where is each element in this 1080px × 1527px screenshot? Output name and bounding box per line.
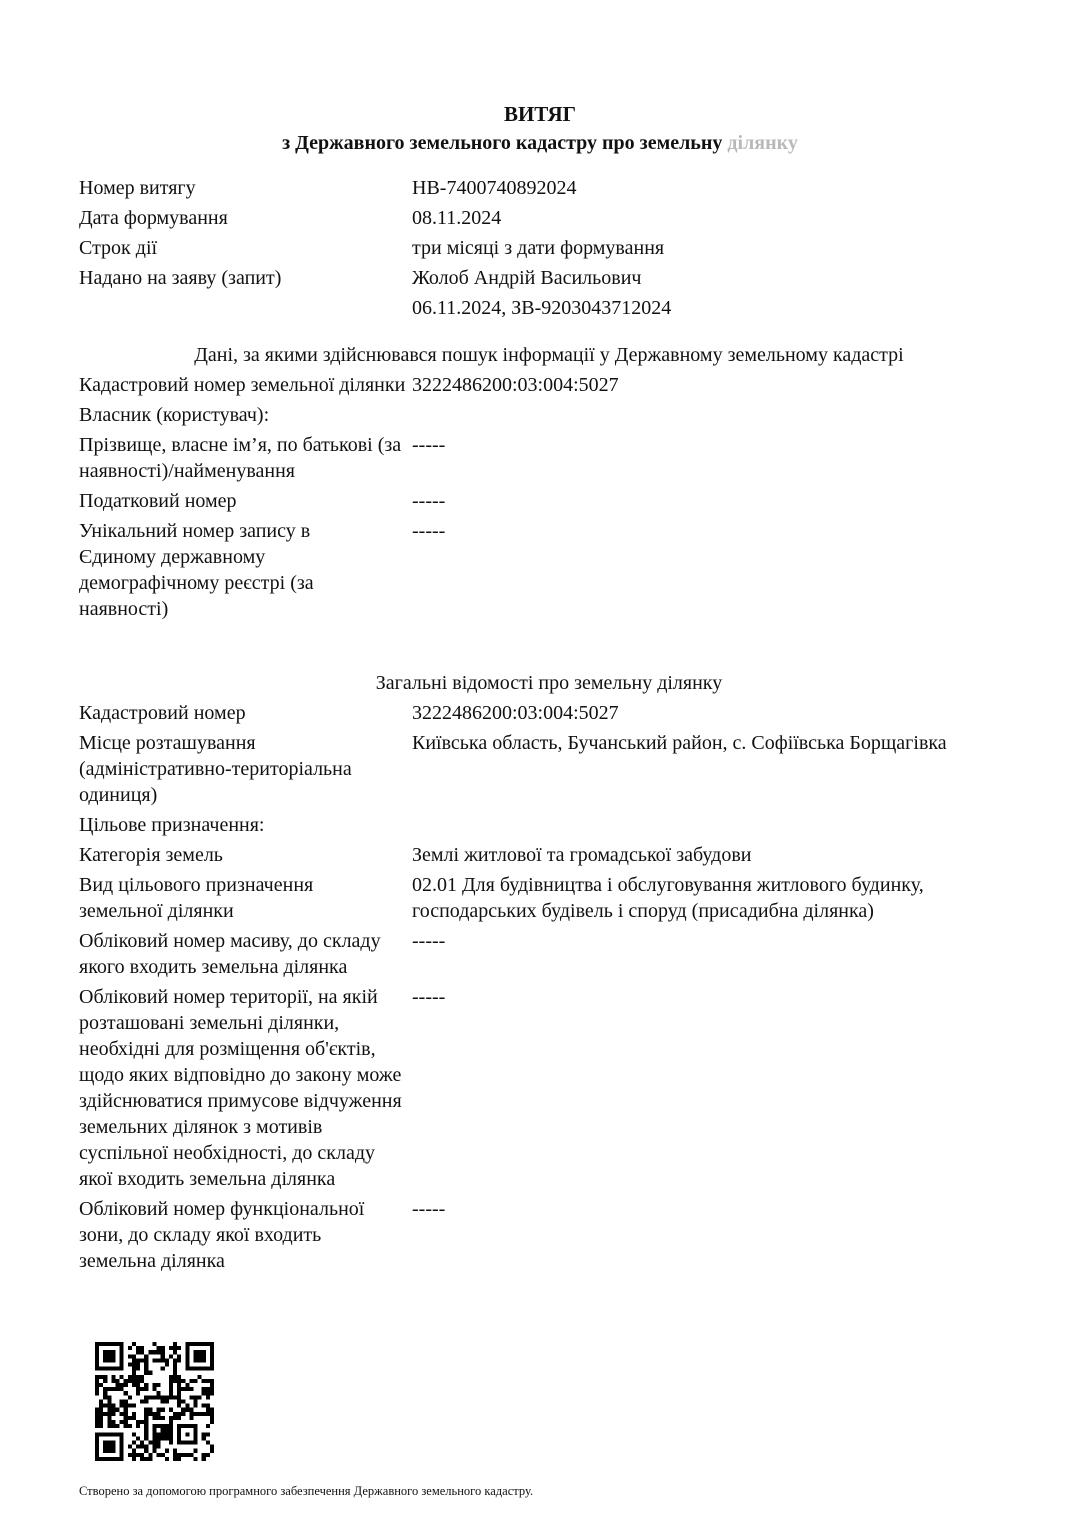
footer-note: Створено за допомогою програмного забезпечення Державного земельного кадастру. [79, 1484, 534, 1498]
field-label: Надано на заяву (запит) [79, 267, 282, 289]
field-value: 3222486200:03:004:5027 [412, 702, 619, 724]
section-heading: Загальні відомості про земельну ділянку [375, 672, 723, 694]
row-owner [79, 402, 1019, 428]
field-label: Обліковий номер території, на якій розташовані земельні ділянки, необхідні для розміщення об'єктів, щодо яких відповідно до закону може здійснюватися примусове відчуження земельних ділянок з мотивів суспільної необхідності, до складу якої входить земельна ділянка [79, 986, 402, 1190]
field-label: Кадастровий номер земельної ділянки [79, 374, 406, 396]
subtitle-main: з Державного земельного кадастру про земельну [282, 132, 723, 154]
row-cadastral-number [79, 700, 1019, 726]
subtitle-faded: ділянку [727, 132, 798, 154]
row-extract-number [79, 175, 1019, 201]
section-heading: Дані, за якими здійснювався пошук інформації у Державному земельному кадастрі [194, 344, 904, 366]
applicant-name: Жолоб Андрій Васильович [412, 267, 642, 289]
field-label: Обліковий номер функціональної зони, до складу якої входить земельна ділянка [79, 1198, 365, 1272]
field-value [412, 265, 1019, 321]
field-value: ----- [412, 930, 446, 952]
row-tax-number [79, 488, 1019, 514]
field-value: три місяці з дати формування [412, 237, 665, 259]
field-value: Київська область, Бучанський район, с. Софіївська Борщагівка [412, 732, 947, 754]
field-value [412, 812, 1019, 838]
field-value: ----- [412, 434, 446, 456]
field-label: Категорія земель [79, 844, 223, 866]
field-label: Унікальний номер запису в Єдиному державному демографічному реєстрі (за наявності) [79, 520, 314, 620]
row-location [79, 730, 1019, 808]
row-purpose [79, 812, 1019, 838]
field-label: Дата формування [79, 207, 228, 229]
field-value: ----- [412, 986, 446, 1008]
field-label: Податковий номер [79, 490, 237, 512]
field-label: Прізвище, власне ім’я, по батькові (за наявності)/найменування [79, 434, 402, 482]
general-info-section [79, 670, 1019, 1278]
field-label: Номер витягу [79, 177, 196, 199]
row-formation-date [79, 205, 1019, 231]
field-value: 08.11.2024 [412, 207, 502, 229]
field-label: Цільове призначення: [79, 814, 265, 836]
row-request [79, 265, 1019, 321]
field-label: Обліковий номер масиву, до складу якого входить земельна ділянка [79, 930, 381, 978]
document-subtitle [0, 129, 1080, 157]
field-label: Вид цільового призначення земельної ділянки [79, 874, 314, 922]
document-title: ВИТЯГ [503, 102, 577, 126]
field-value: Землі житлової та громадської забудови [412, 844, 752, 866]
request-reference: 06.11.2024, ЗВ-9203043712024 [412, 297, 672, 319]
field-value: ----- [412, 520, 446, 542]
field-label: Місце розташування (адміністративно-територіальна одиниця) [79, 732, 352, 806]
field-value: ----- [412, 1198, 446, 1220]
qr-code-icon [95, 1342, 214, 1461]
field-value: НВ-7400740892024 [412, 177, 577, 199]
field-value: ----- [412, 490, 446, 512]
row-search-cadastral [79, 372, 1019, 398]
field-value [412, 402, 1019, 428]
field-label: Строк дії [79, 237, 158, 259]
row-functional-zone [79, 1196, 1019, 1274]
search-data-section [79, 342, 1019, 626]
field-value: 02.01 Для будівництва і обслуговування житлового будинку, господарських будівель і споруд (присадибна ділянка) [412, 874, 924, 922]
field-label: Власник (користувач): [79, 404, 270, 426]
row-unique-record [79, 518, 1019, 622]
field-value: 3222486200:03:004:5027 [412, 374, 619, 396]
row-array-number [79, 928, 1019, 980]
field-label: Кадастровий номер [79, 702, 246, 724]
row-purpose-type [79, 872, 1019, 924]
header-info-section [79, 175, 1019, 325]
row-owner-name [79, 432, 1019, 484]
row-territory-number [79, 984, 1019, 1192]
row-land-category [79, 842, 1019, 868]
row-validity [79, 235, 1019, 261]
